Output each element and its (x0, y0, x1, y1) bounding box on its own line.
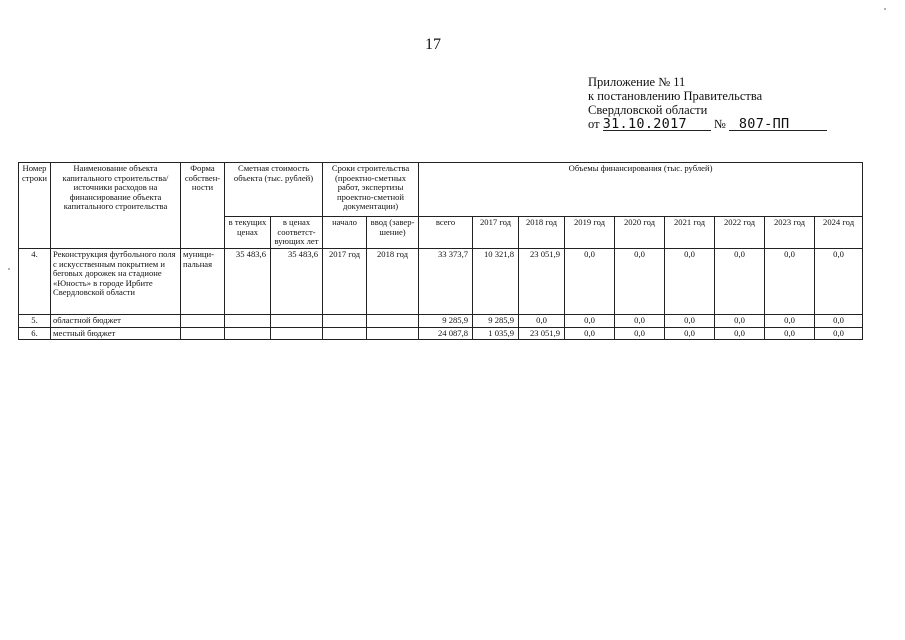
header-year: 2024 год (815, 217, 863, 249)
start-year (323, 315, 367, 328)
header-year: 2020 год (615, 217, 665, 249)
table-row (19, 249, 863, 315)
header-start: начало (323, 217, 367, 249)
total-funding: 24 087,8 (419, 327, 473, 340)
year-value: 0,0 (815, 315, 863, 328)
number-sign: № (713, 117, 726, 131)
ownership (181, 327, 225, 340)
resolution-date: 31.10.2017 (603, 117, 711, 131)
start-year (323, 327, 367, 340)
cost-adjusted (271, 327, 323, 340)
header-object-name: Наименование объекта капитального строительства/ источники расходов на финансирование объекта капитального строительства (51, 163, 181, 249)
row-number: 6. (19, 327, 51, 340)
scan-speck (884, 8, 886, 10)
header-year: 2022 год (715, 217, 765, 249)
year-value: 1 035,9 (473, 327, 519, 340)
total-funding: 33 373,7 (419, 249, 473, 315)
header-year: 2019 год (565, 217, 615, 249)
year-value: 0,0 (765, 327, 815, 340)
appendix-title: Приложение № 11 (588, 75, 686, 89)
header-year: 2021 год (665, 217, 715, 249)
header-estimated-cost: Сметная стоимость объекта (тыс. рублей) (225, 163, 323, 217)
cost-current (225, 327, 271, 340)
year-value: 0,0 (565, 315, 615, 328)
year-value: 0,0 (615, 315, 665, 328)
row-number: 4. (19, 249, 51, 315)
header-funding: Объемы финансирования (тыс. рублей) (419, 163, 863, 217)
header-total: всего (419, 217, 473, 249)
header-cost-current: в текущих ценах (225, 217, 271, 249)
header-year: 2023 год (765, 217, 815, 249)
cost-adjusted: 35 483,6 (271, 249, 323, 315)
year-value: 23 051,9 (519, 327, 565, 340)
header-year: 2018 год (519, 217, 565, 249)
completion-year (367, 315, 419, 328)
date-prefix: от (588, 117, 600, 131)
year-value: 9 285,9 (473, 315, 519, 328)
cost-current (225, 315, 271, 328)
year-value: 23 051,9 (519, 249, 565, 315)
year-value: 0,0 (715, 315, 765, 328)
financing-table (18, 162, 863, 340)
appendix-date-line (588, 117, 827, 131)
year-value: 0,0 (615, 327, 665, 340)
header-cost-adjusted: в ценах соответст-вующих лет (271, 217, 323, 249)
start-year: 2017 год (323, 249, 367, 315)
header-year: 2017 год (473, 217, 519, 249)
object-name: областной бюджет (51, 315, 181, 328)
year-value: 0,0 (565, 327, 615, 340)
year-value: 0,0 (815, 249, 863, 315)
year-value: 10 321,8 (473, 249, 519, 315)
completion-year: 2018 год (367, 249, 419, 315)
completion-year (367, 327, 419, 340)
header-row-number: Номер строки (19, 163, 51, 249)
row-number: 5. (19, 315, 51, 328)
object-name: Реконструкция футбольного поля с искусственным покрытием и беговых дорожек на стадионе «Юность» в городе Ирбите Свердловской области (51, 249, 181, 315)
cost-adjusted (271, 315, 323, 328)
appendix-region: Свердловской области (588, 103, 708, 117)
ownership (181, 315, 225, 328)
page-number: 17 (425, 36, 441, 53)
table-row (19, 327, 863, 340)
year-value: 0,0 (665, 315, 715, 328)
year-value: 0,0 (715, 249, 765, 315)
header-completion: ввод (завер-шение) (367, 217, 419, 249)
header-ownership: Форма собствен-ности (181, 163, 225, 249)
table-row (19, 315, 863, 328)
object-name: местный бюджет (51, 327, 181, 340)
year-value: 0,0 (765, 315, 815, 328)
cost-current: 35 483,6 (225, 249, 271, 315)
year-value: 0,0 (665, 327, 715, 340)
total-funding: 9 285,9 (419, 315, 473, 328)
year-value: 0,0 (765, 249, 815, 315)
appendix-block (588, 75, 827, 131)
ownership: муници-пальная (181, 249, 225, 315)
year-value: 0,0 (615, 249, 665, 315)
year-value: 0,0 (715, 327, 765, 340)
appendix-resolution: к постановлению Правительства (588, 89, 763, 103)
scan-speck (8, 268, 10, 270)
year-value: 0,0 (565, 249, 615, 315)
year-value: 0,0 (815, 327, 863, 340)
resolution-number: 807-ПП (729, 117, 827, 131)
header-schedule: Сроки строительства (проектно-сметных работ, экспертизы проектно-сметной документации) (323, 163, 419, 217)
year-value: 0,0 (519, 315, 565, 328)
year-value: 0,0 (665, 249, 715, 315)
